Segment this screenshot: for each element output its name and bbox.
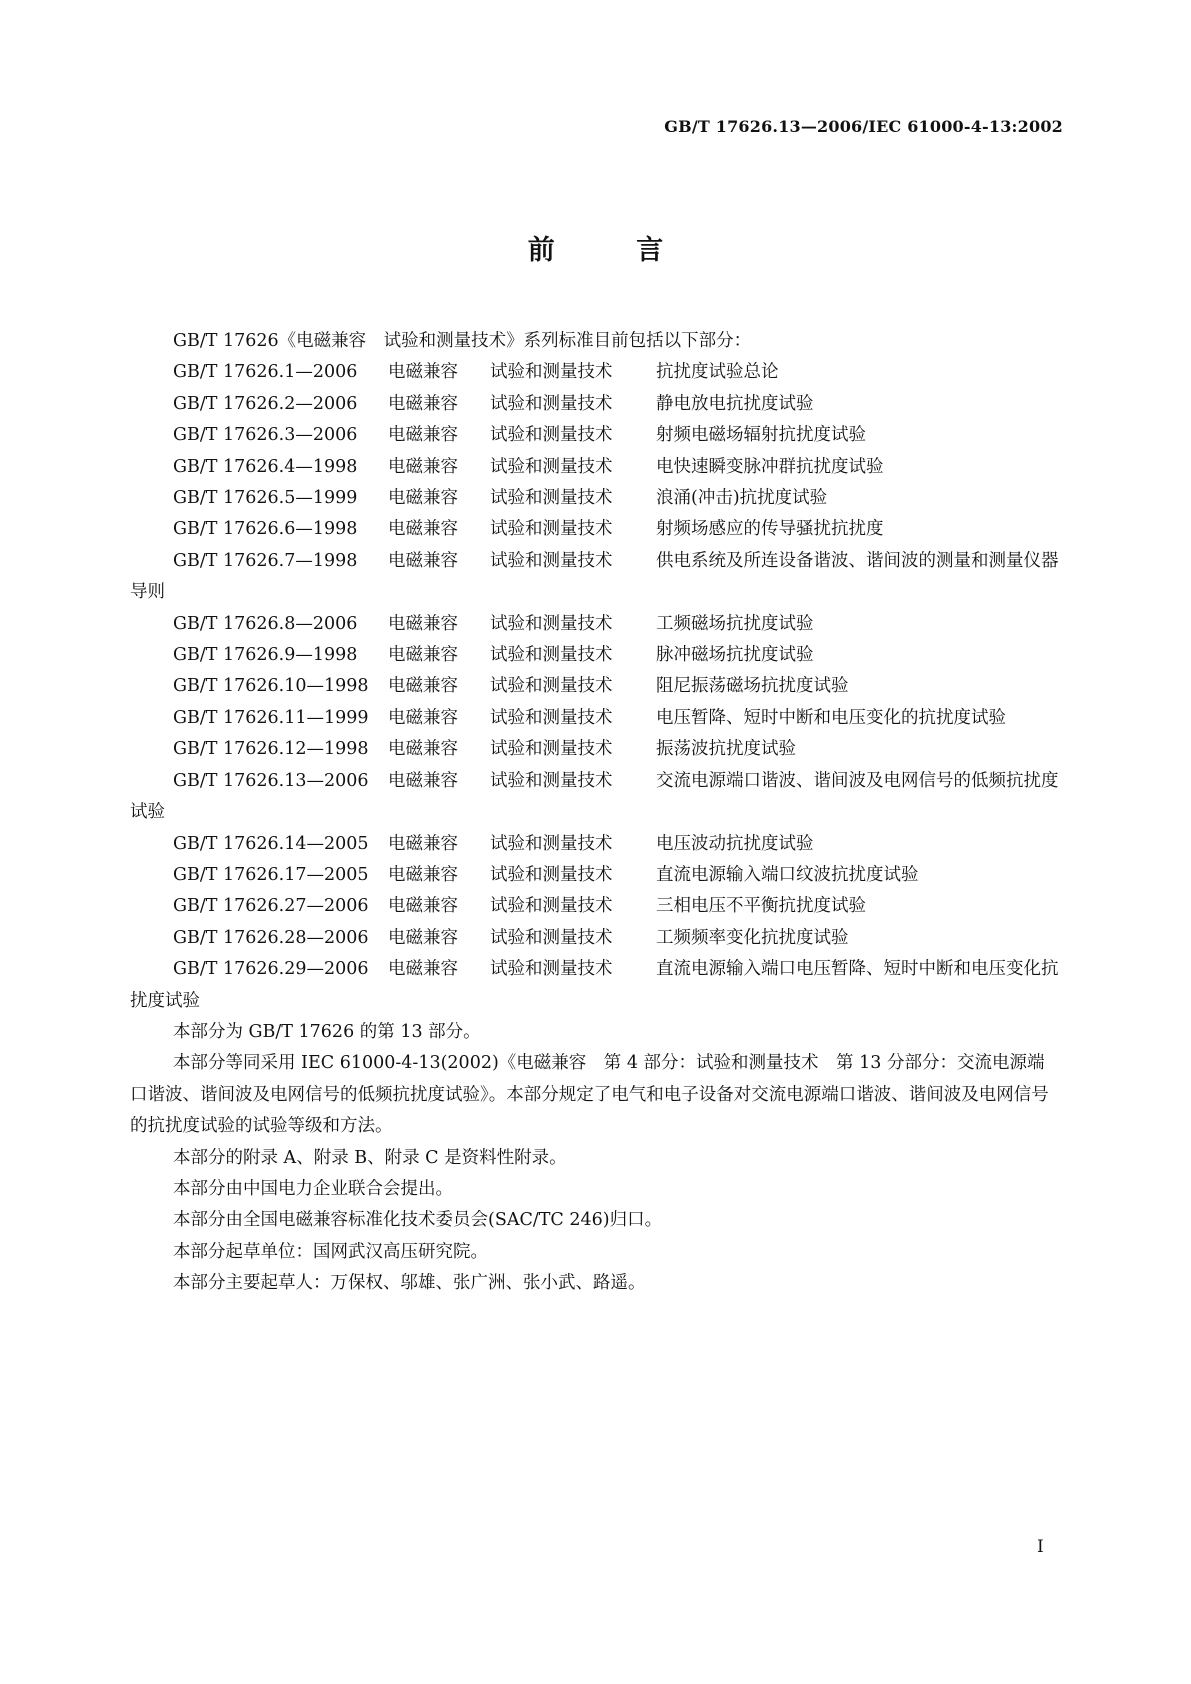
part-g1: 电磁兼容 — [388, 393, 458, 414]
part-g2: 试验和测量技术 — [490, 425, 613, 446]
part-g1: 电磁兼容 — [388, 959, 458, 980]
body-paragraph: 本部分主要起草人：万保权、邬雄、张广洲、张小武、路遥。 — [173, 1273, 646, 1294]
part-g1: 电磁兼容 — [388, 488, 458, 509]
part-code: GB/T 17626.6—1998 — [173, 519, 358, 540]
body-paragraph: 本部分由中国电力企业联合会提出。 — [173, 1178, 453, 1199]
part-g2: 试验和测量技术 — [490, 676, 613, 697]
part-entry — [130, 891, 1060, 922]
part-code: GB/T 17626.7—1998 — [173, 550, 358, 571]
standard-code: GB/T 17626.13—2006/IEC 61000-4-13:2002 — [664, 117, 1063, 136]
part-entry — [130, 860, 1060, 891]
part-g1: 电磁兼容 — [388, 550, 458, 571]
part-entry — [130, 734, 1060, 765]
part-g2: 试验和测量技术 — [490, 550, 613, 571]
part-g1: 电磁兼容 — [388, 927, 458, 948]
part-name: 直流电源输入端口电压暂降、短时中断和电压变化抗扰度试验 — [130, 959, 1059, 1011]
part-name: 工频频率变化抗扰度试验 — [656, 927, 849, 948]
part-name: 三相电压不平衡抗扰度试验 — [656, 896, 866, 917]
part-code: GB/T 17626.4—1998 — [173, 456, 358, 477]
part-entry — [130, 357, 1060, 388]
part-code: GB/T 17626.9—1998 — [173, 645, 358, 666]
part-g2: 试验和测量技术 — [490, 645, 613, 666]
body-paragraph: 本部分等同采用 IEC 61000-4-13(2002)《电磁兼容 第 4 部分：试验和测量技术 第 13 分部分：交流电源端口谐波、谐间波及电网信号的低频抗扰度试验》。本部分规定了电气和电子设备对交流电源端口谐波、谐间波及电网信号的抗扰度试验的试验等级和方法。 — [130, 1053, 1049, 1137]
part-code: GB/T 17626.29—2006 — [173, 959, 369, 980]
part-g1: 电磁兼容 — [388, 613, 458, 634]
body-paragraph: 本部分由全国电磁兼容标准化技术委员会(SAC/TC 246)归口。 — [173, 1210, 663, 1231]
part-name: 电压波动抗扰度试验 — [656, 833, 814, 854]
part-g1: 电磁兼容 — [388, 456, 458, 477]
part-g2: 试验和测量技术 — [490, 927, 613, 948]
part-name: 交流电源端口谐波、谐间波及电网信号的低频抗扰度试验 — [130, 770, 1059, 823]
part-name: 射频电磁场辐射抗扰度试验 — [656, 425, 866, 446]
part-entry — [130, 671, 1060, 702]
part-entry — [130, 640, 1060, 671]
standard-code-header — [664, 117, 1063, 136]
body-paragraph: 本部分起草单位：国网武汉高压研究院。 — [173, 1241, 488, 1262]
part-g1: 电磁兼容 — [388, 864, 458, 885]
part-g1: 电磁兼容 — [388, 707, 458, 728]
part-g1: 电磁兼容 — [388, 425, 458, 446]
part-code: GB/T 17626.27—2006 — [173, 896, 369, 917]
part-g1: 电磁兼容 — [388, 519, 458, 540]
part-entry — [130, 609, 1060, 640]
part-g2: 试验和测量技术 — [490, 613, 613, 634]
part-g1: 电磁兼容 — [388, 833, 458, 854]
part-g2: 试验和测量技术 — [490, 959, 613, 980]
part-entry — [130, 420, 1060, 451]
parts-list — [130, 357, 1060, 1017]
part-g2: 试验和测量技术 — [490, 707, 613, 728]
page-title: 前 言 — [527, 235, 700, 266]
part-code: GB/T 17626.8—2006 — [173, 613, 358, 634]
part-name: 静电放电抗扰度试验 — [656, 393, 814, 414]
part-name: 射频场感应的传导骚扰抗扰度 — [656, 519, 884, 540]
part-code: GB/T 17626.2—2006 — [173, 393, 358, 414]
part-g2: 试验和测量技术 — [490, 770, 613, 791]
part-entry — [130, 483, 1060, 514]
part-code: GB/T 17626.10—1998 — [173, 676, 369, 697]
part-code: GB/T 17626.3—2006 — [173, 425, 358, 446]
part-name: 直流电源输入端口纹波抗扰度试验 — [656, 864, 919, 885]
part-name: 工频磁场抗扰度试验 — [656, 613, 814, 634]
part-g2: 试验和测量技术 — [490, 833, 613, 854]
part-entry — [130, 546, 1060, 609]
part-g2: 试验和测量技术 — [490, 393, 613, 414]
part-entry — [130, 954, 1060, 1017]
paragraphs — [130, 1017, 1060, 1300]
part-entry — [130, 829, 1060, 860]
part-entry — [130, 389, 1060, 420]
part-g2: 试验和测量技术 — [490, 488, 613, 509]
part-code: GB/T 17626.11—1999 — [173, 707, 369, 728]
document-body — [130, 326, 1060, 1300]
part-code: GB/T 17626.5—1999 — [173, 488, 358, 509]
part-code: GB/T 17626.28—2006 — [173, 927, 369, 948]
part-code: GB/T 17626.14—2005 — [173, 833, 369, 854]
intro-paragraph: GB/T 17626《电磁兼容 试验和测量技术》系列标准目前包括以下部分： — [173, 331, 752, 351]
part-g2: 试验和测量技术 — [490, 456, 613, 477]
part-g1: 电磁兼容 — [388, 739, 458, 760]
part-entry — [130, 923, 1060, 954]
part-g1: 电磁兼容 — [388, 676, 458, 697]
part-g1: 电磁兼容 — [388, 896, 458, 917]
part-g2: 试验和测量技术 — [490, 896, 613, 917]
part-name: 电快速瞬变脉冲群抗扰度试验 — [656, 456, 884, 477]
part-entry — [130, 766, 1060, 829]
part-code: GB/T 17626.1—2006 — [173, 362, 358, 383]
part-g1: 电磁兼容 — [388, 770, 458, 791]
part-entry — [130, 703, 1060, 734]
part-name: 电压暂降、短时中断和电压变化的抗扰度试验 — [656, 707, 1006, 728]
part-g1: 电磁兼容 — [388, 362, 458, 383]
part-g2: 试验和测量技术 — [490, 739, 613, 760]
part-code: GB/T 17626.12—1998 — [173, 739, 369, 760]
part-name: 供电系统及所连设备谐波、谐间波的测量和测量仪器导则 — [130, 550, 1059, 603]
part-name: 脉冲磁场抗扰度试验 — [656, 645, 814, 666]
page-number: I — [1037, 1537, 1044, 1557]
part-name: 振荡波抗扰度试验 — [656, 739, 796, 760]
part-name: 抗扰度试验总论 — [656, 362, 779, 383]
body-paragraph: 本部分的附录 A、附录 B、附录 C 是资料性附录。 — [173, 1147, 567, 1168]
part-g2: 试验和测量技术 — [490, 362, 613, 383]
body-paragraph: 本部分为 GB/T 17626 的第 13 部分。 — [173, 1021, 481, 1042]
part-g2: 试验和测量技术 — [490, 864, 613, 885]
part-entry — [130, 514, 1060, 545]
part-name: 浪涌(冲击)抗扰度试验 — [656, 488, 828, 509]
part-g1: 电磁兼容 — [388, 645, 458, 666]
part-g2: 试验和测量技术 — [490, 519, 613, 540]
part-entry — [130, 452, 1060, 483]
part-name: 阻尼振荡磁场抗扰度试验 — [656, 676, 849, 697]
part-code: GB/T 17626.13—2006 — [173, 770, 369, 791]
part-code: GB/T 17626.17—2005 — [173, 864, 369, 885]
